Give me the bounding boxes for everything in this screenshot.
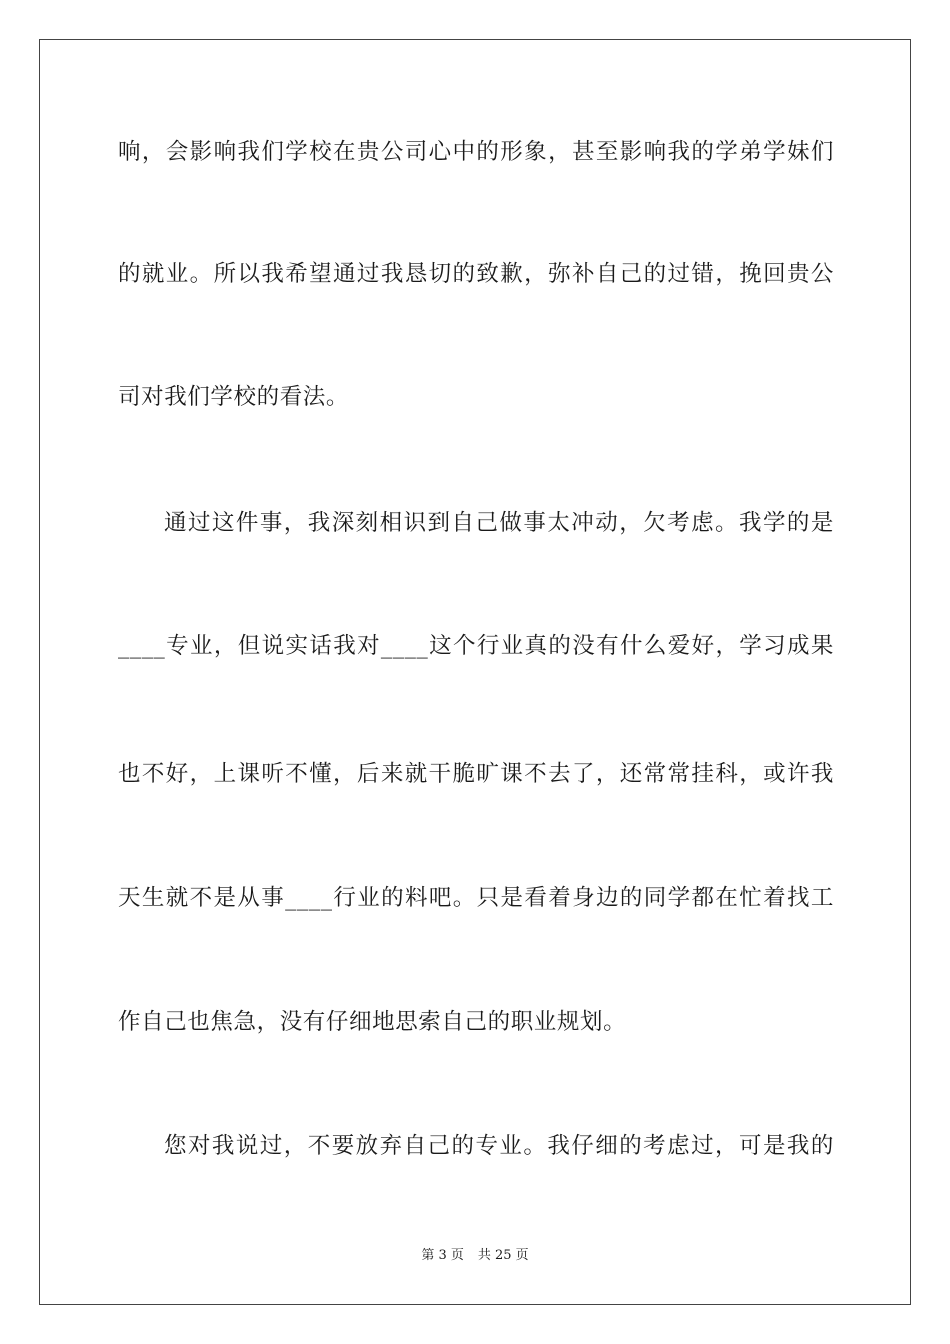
text-line-2: 的就业。所以我希望通过我恳切的致歉，弥补自己的过错，挽回贵公 (118, 261, 834, 287)
text-line-7: 天生就不是从事____行业的料吧。只是看着身边的同学都在忙着找工 (118, 885, 834, 911)
page-footer (0, 1247, 950, 1265)
text-line-3: 司对我们学校的看法。 (118, 384, 350, 410)
page-border (39, 39, 911, 1305)
page-number: 第 3 页 (421, 1248, 464, 1263)
text-line-5: ____专业，但说实话我对____这个行业真的没有什么爱好，学习成果 (118, 633, 834, 659)
text-line-8: 作自己也焦急，没有仔细地思索自己的职业规划。 (118, 1009, 627, 1035)
text-line-9: 您对我说过，不要放弃自己的专业。我仔细的考虑过，可是我的 (164, 1133, 834, 1159)
text-line-4: 通过这件事，我深刻相识到自己做事太冲动，欠考虑。我学的是 (164, 510, 834, 536)
text-line-6: 也不好，上课听不懂，后来就干脆旷课不去了，还常常挂科，或许我 (118, 761, 834, 787)
text-line-1: 响，会影响我们学校在贵公司心中的形象，甚至影响我的学弟学妹们 (118, 139, 834, 165)
page-total: 共 25 页 (477, 1248, 529, 1263)
